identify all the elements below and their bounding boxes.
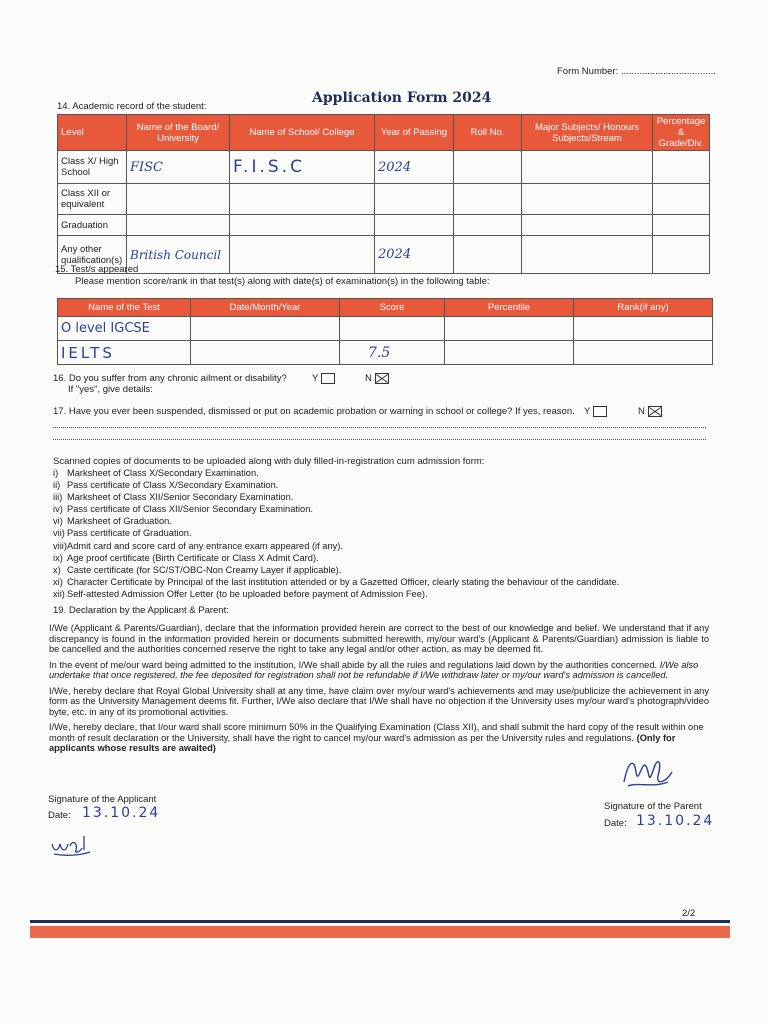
col-test-name: Name of the Test [58, 299, 191, 317]
section-15-heading: 15. Test/s appeared [55, 264, 139, 275]
row-level: Class X/ High School [58, 151, 127, 184]
q16-no-checkbox[interactable] [375, 373, 389, 384]
test-name-value: IELTS [58, 341, 191, 365]
q17-no-label: N [638, 406, 645, 418]
list-item [53, 540, 619, 552]
board-value: British Council [127, 236, 230, 274]
list-item-number: ii) [53, 480, 61, 491]
list-item [53, 515, 619, 527]
q17-no-option[interactable] [638, 406, 662, 418]
list-item [53, 564, 619, 576]
documents-list [53, 467, 619, 600]
subjects-value [522, 184, 653, 215]
board-value: FISC [127, 151, 230, 184]
table-row [58, 215, 710, 236]
list-item-number: ix) [53, 552, 63, 563]
rank-value [574, 341, 713, 365]
list-item-text: Character Certificate by Principal of the last institution attended or by a Gazetted Officer, clearly stating the behaviour of the candidate. [67, 576, 620, 587]
q16-no-label: N [365, 373, 372, 385]
col-subjects: Major Subjects/ Honours Subjects/Stream [522, 115, 653, 151]
q16-no-option[interactable] [365, 373, 389, 385]
roll-value [454, 151, 522, 184]
percentage-value [653, 151, 710, 184]
list-item-text: Pass certificate of Class X/Secondary Examination. [67, 480, 279, 491]
list-item-text: Marksheet of Class X/Secondary Examination. [67, 468, 259, 478]
row-level: Graduation [58, 215, 127, 236]
school-value [230, 215, 375, 236]
q16-yes-checkbox[interactable] [321, 373, 335, 384]
score-value: 7.5 [340, 341, 445, 365]
declaration-paragraph: I/We (Applicant & Parents/Guardian), declare that the information provided herein are correct to the best of our knowledge and belief. We understand that if any discrepancy is found in the information provided herein or documents submitted herewith, my/our ward's (Applicant & Parents/Guardian) admission is liable to be cancelled and the authorities concerned reserve the right to take any legal and/or other action, as may be deemed fit. [49, 623, 709, 654]
subjects-value [522, 215, 653, 236]
list-item-text: Marksheet of Class XII/Senior Secondary Examination. [67, 492, 294, 503]
table-row [58, 236, 710, 274]
applicant-signature [50, 832, 94, 858]
list-item-text: Self-attested Admission Offer Letter (to be uploaded before payment of Admission Fee). [67, 588, 428, 599]
declaration-text: I/We, hereby declare, that I/our ward shall score minimum 50% in the Qualifying Examination (Class XII), and shall submit the hard copy of the result within one month of result declaration or the University, shall have the right to cancel my/our ward's admission as per the University rules and regulations. [49, 722, 704, 743]
list-item-number: iii) [53, 492, 63, 503]
list-item-number: i) [53, 468, 59, 478]
col-year: Year of Passing [375, 115, 454, 151]
q17-yes-checkbox[interactable] [593, 406, 607, 417]
percentage-value [653, 184, 710, 215]
col-score: Score [340, 299, 445, 317]
applicant-signature-label: Signature of the Applicant [48, 794, 157, 805]
percentage-value [653, 215, 710, 236]
score-value [340, 317, 445, 341]
question-16: 16. Do you suffer from any chronic ailment or disability? [53, 373, 287, 384]
applicant-date-value: 13.10.24 [82, 805, 161, 821]
declaration-text: In the event of me/our ward being admitted to the institution, I/We shall abide by all the rules and regulations laid down by the authorities concerned. [49, 659, 658, 670]
row-level: Class XII or equivalent [58, 184, 127, 215]
roll-value [454, 215, 522, 236]
list-item-number: xii) [53, 588, 65, 599]
page-number: 2/2 [682, 908, 696, 919]
form-number: Form Number: .................................... [557, 66, 716, 77]
applicant-date-label: Date: [48, 810, 71, 821]
table-row [58, 184, 710, 215]
q17-answer-line-2 [53, 439, 706, 440]
school-value: F.I.S.C [230, 151, 375, 184]
date-value [191, 341, 340, 365]
board-value [127, 184, 230, 215]
declaration-heading: 19. Declaration by the Applicant & Parent: [53, 605, 229, 616]
documents-heading: Scanned copies of documents to be uploaded along with duly filled-in-registration cum admission form: [53, 456, 485, 467]
tests-header-row [58, 299, 713, 317]
year-value [375, 215, 454, 236]
percentile-value [445, 341, 574, 365]
list-item-text: Pass certificate of Class XII/Senior Secondary Examination. [67, 504, 313, 515]
list-item [53, 527, 619, 539]
roll-value [454, 184, 522, 215]
list-item-number: iv) [53, 504, 63, 515]
academic-record-header-row [58, 115, 710, 151]
rank-value [574, 317, 713, 341]
question-17: 17. Have you ever been suspended, dismissed or put on academic probation or warning in school or college? If yes, reason. [53, 406, 575, 417]
list-item-text: Caste certificate (for SC/ST/OBC-Non Creamy Layer if applicable). [67, 564, 342, 575]
list-item-number: vii) [53, 528, 65, 539]
section-15-subheading: Please mention score/rank in that test(s) along with date(s) of examination(s) in the following table: [75, 276, 490, 287]
q17-no-checkbox[interactable] [648, 406, 662, 417]
percentile-value [445, 317, 574, 341]
q16-yes-option[interactable] [312, 373, 335, 385]
parent-date-label: Date: [604, 818, 627, 829]
footer-accent-band [30, 926, 730, 938]
declaration-bold-text: (Only for applicants whose results are awaited) [49, 732, 676, 753]
q17-yes-label: Y [584, 406, 591, 418]
question-16-sub: If "yes", give details: [68, 384, 153, 395]
table-row [58, 317, 713, 341]
tests-table [57, 298, 713, 365]
year-value: 2024 [375, 236, 454, 274]
list-item [53, 491, 619, 503]
list-item [53, 552, 619, 564]
board-value [127, 215, 230, 236]
list-item [53, 479, 619, 491]
q17-answer-line-1 [53, 427, 706, 428]
col-percentage: Percentage & Grade/Div. [653, 115, 710, 151]
list-item-number: vi) [53, 516, 63, 527]
school-value [230, 236, 375, 274]
declaration-italic-text: I/We also undertake that once registered, the fee deposited for registration shall not be refundable if I/We withdraw later or my/our ward's admission is cancelled. [49, 659, 699, 680]
col-date: Date/Month/Year [191, 299, 340, 317]
declaration-paragraph: I/We, hereby declare that Royal Global University shall at any time, have claim over my/our ward's achievements and may use/publicize the achievement in any form as the University Management deems fit. Further, I/We also declare that I/We shall have no objection if the University uses my/our ward's photograph/video byte, etc. in any of its promotional activities. [49, 685, 709, 717]
col-level: Level [58, 115, 127, 151]
list-item-number: xi) [53, 576, 63, 587]
footer-navy-line [30, 920, 730, 923]
list-item-number: viii) [53, 540, 67, 551]
parent-signature [618, 752, 678, 794]
year-value [375, 184, 454, 215]
parent-signature-label: Signature of the Parent [604, 801, 702, 812]
parent-date-value: 13.10.24 [636, 813, 715, 829]
academic-record-table [57, 114, 710, 274]
list-item [53, 576, 619, 588]
col-rank: Rank(if any) [574, 299, 713, 317]
list-item-text: Age proof certificate (Birth Certificate or Class X Admit Card). [67, 552, 319, 563]
roll-value [454, 236, 522, 274]
declaration-paragraph [49, 660, 709, 681]
list-item-text: Admit card and score card of any entrance exam appeared (if any). [67, 540, 343, 551]
subjects-value [522, 236, 653, 274]
row-level: Any other qualification(s) [58, 236, 127, 274]
declaration-body [49, 623, 709, 759]
date-value [191, 317, 340, 341]
col-percentile: Percentile [445, 299, 574, 317]
list-item-number: x) [53, 564, 61, 575]
list-item [53, 467, 619, 479]
q17-yes-option[interactable] [584, 406, 607, 418]
school-value [230, 184, 375, 215]
list-item-text: Pass certificate of Graduation. [67, 528, 192, 539]
list-item-text: Marksheet of Graduation. [67, 516, 172, 527]
list-item [53, 588, 619, 600]
subjects-value [522, 151, 653, 184]
percentage-value [653, 236, 710, 274]
table-row [58, 151, 710, 184]
list-item [53, 503, 619, 515]
declaration-paragraph [49, 722, 709, 754]
section-14-heading: 14. Academic record of the student: [57, 101, 207, 112]
col-school: Name of School/ College [230, 115, 375, 151]
table-row [58, 341, 713, 365]
year-value: 2024 [375, 151, 454, 184]
col-roll: Roll No. [454, 115, 522, 151]
test-name-value: O level IGCSE [58, 317, 191, 341]
page-title: Application Form 2024 [312, 90, 492, 106]
col-board: Name of the Board/ University [127, 115, 230, 151]
q16-yes-label: Y [312, 373, 319, 385]
